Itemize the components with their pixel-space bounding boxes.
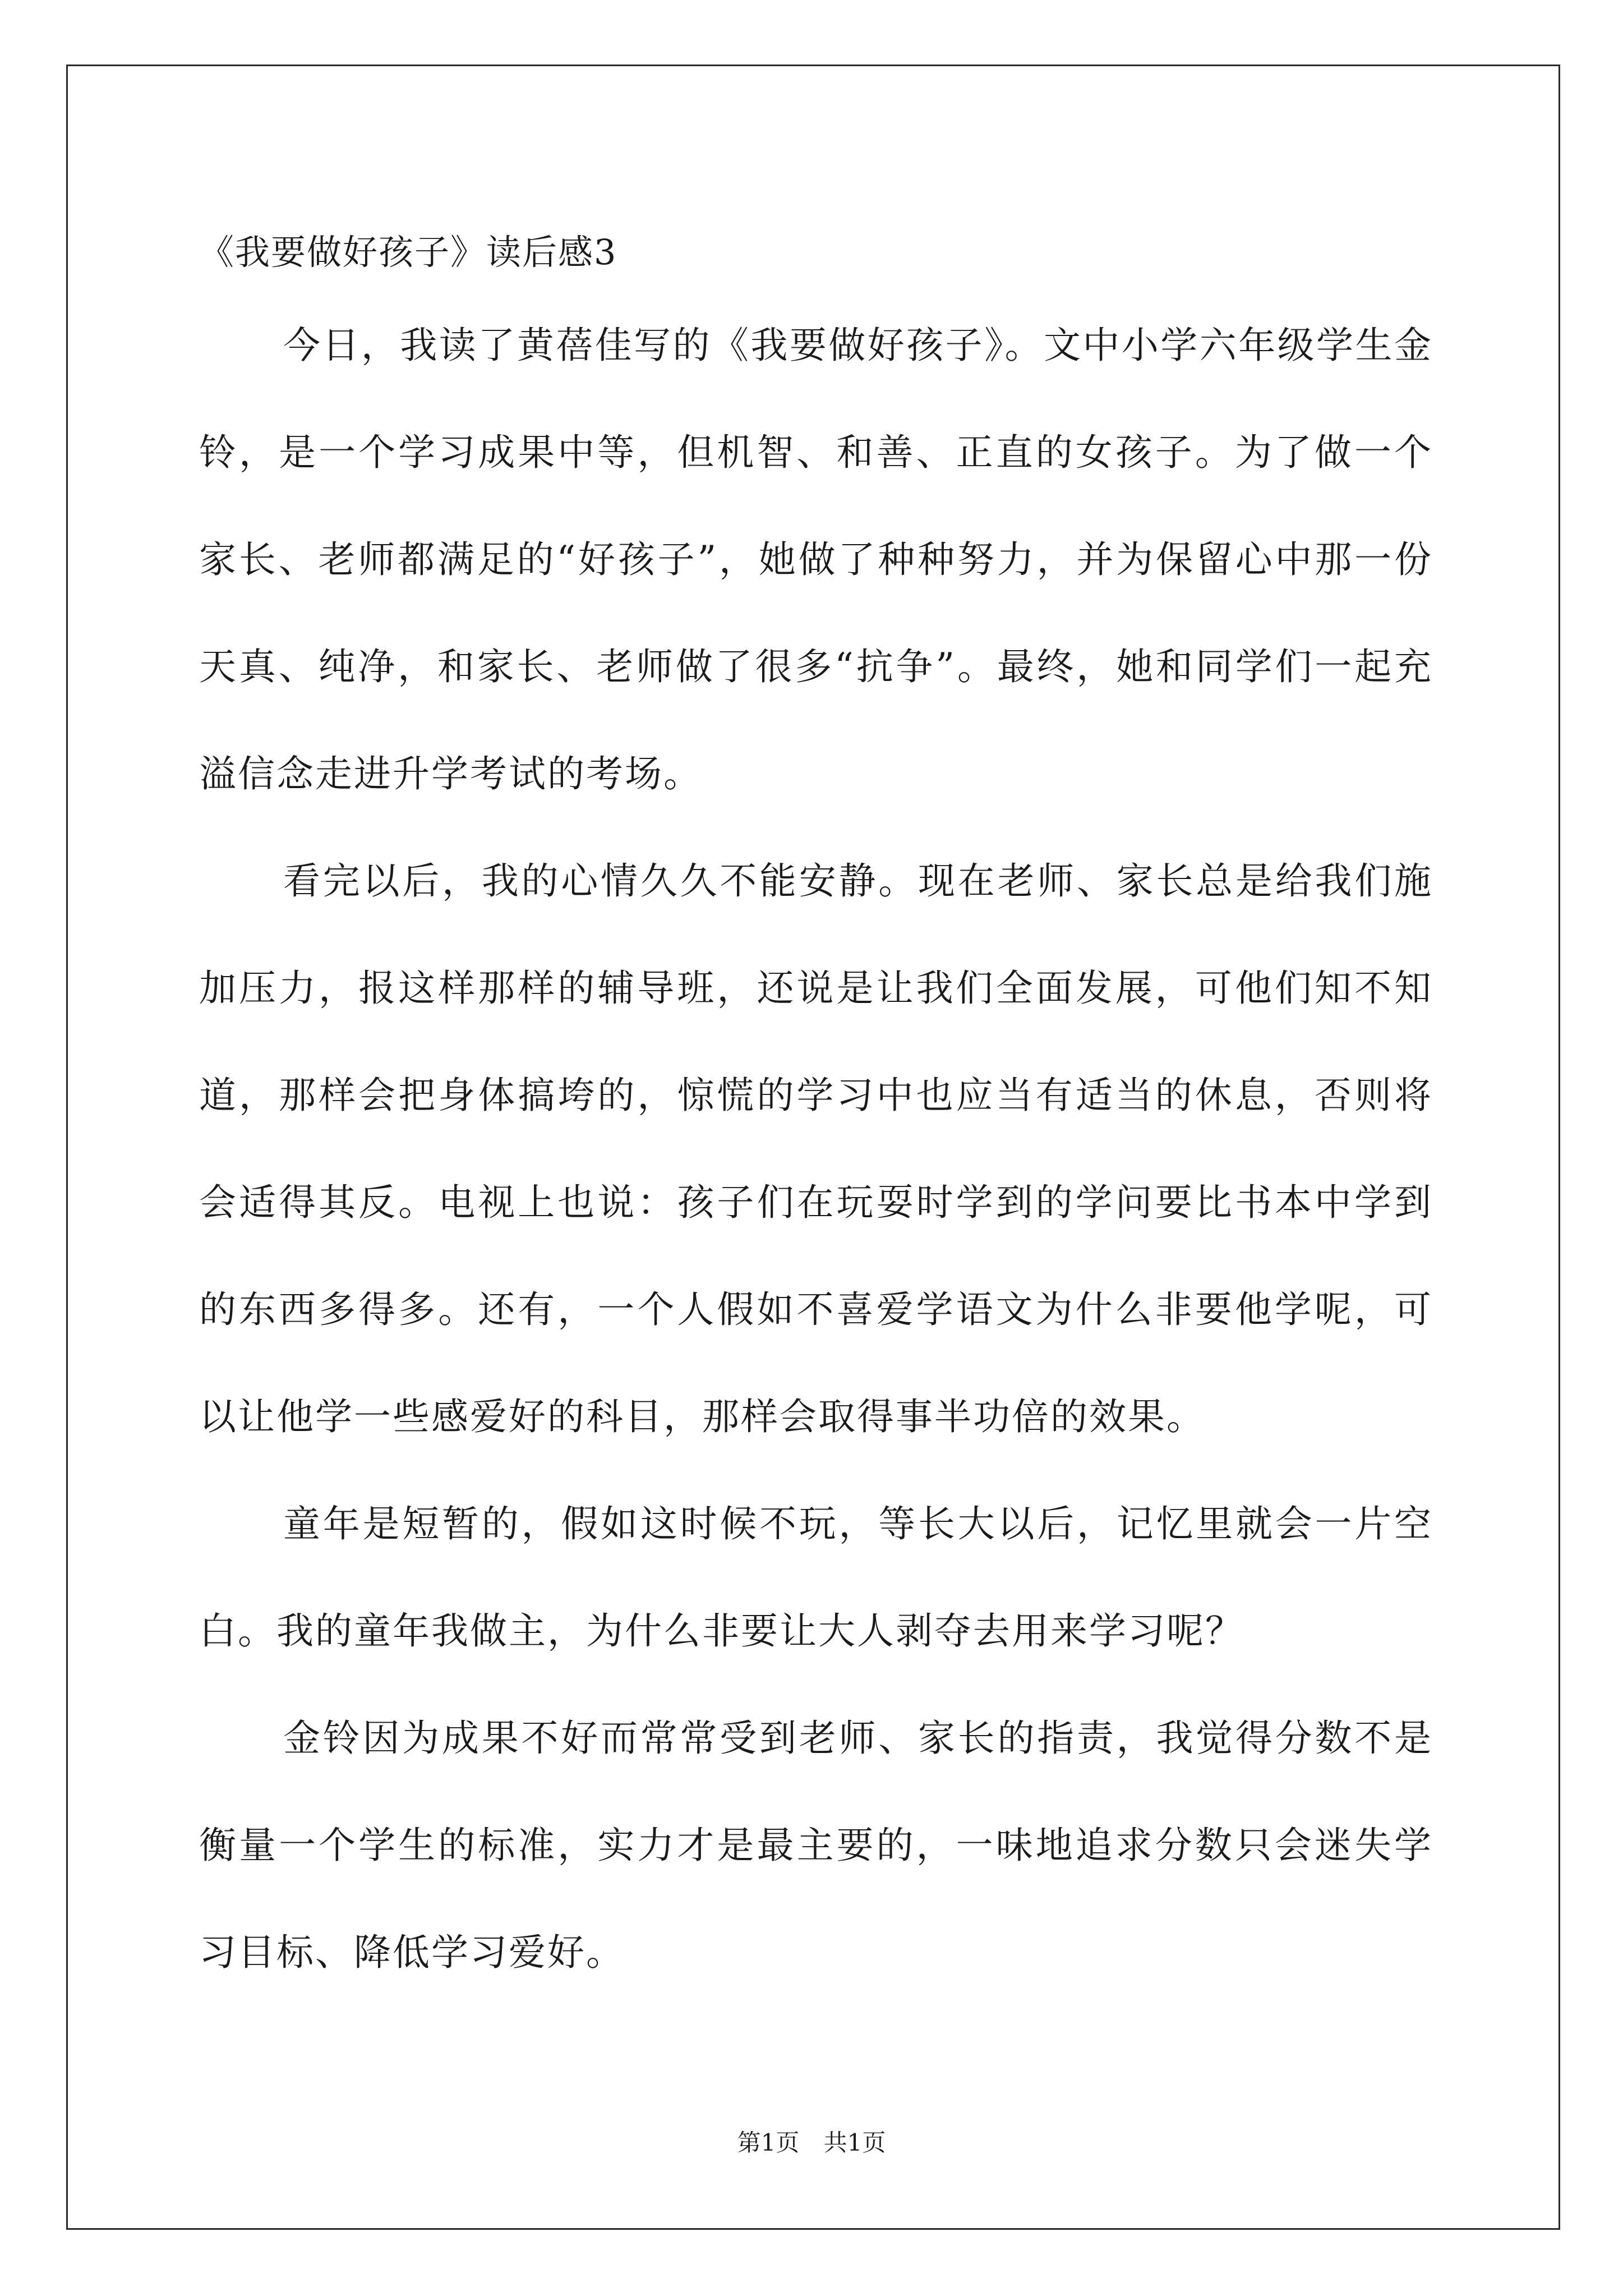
paragraph: 金铃因为成果不好而常常受到老师、家长的指责，我觉得分数不是衡量一个学生的标准，实力才是最主要的，一味地追求分数只会迷失学习目标、降低学习爱好。 [199,1717,1433,1974]
document-title: 《我要做好孩子》读后感3 [199,232,617,273]
paragraph: 看完以后，我的心情久久不能安静。现在老师、家长总是给我们施加压力，报这样那样的辅导班，还说是让我们全面发展，可他们知不知道，那样会把身体搞垮的，惊慌的学习中也应当有适当的休息，否则将会适得其反。电视上也说：孩子们在玩耍时学到的学问要比书本中学到的东西多得多。还有，一个人假如不喜爱学语文为什么非要他学呢，可以让他学一些感爱好的科目，那样会取得事半功倍的效果。 [199,859,1433,1438]
page-footer: 第1页 共1页 [737,2129,886,2156]
paragraph: 今日，我读了黄蓓佳写的《我要做好孩子》。文中小学六年级学生金铃，是一个学习成果中等，但机智、和善、正直的女孩子。为了做一个家长、老师都满足的“好孩子”，她做了种种努力，并为保留心中那一份天真、纯净，和家长、老师做了很多“抗争”。最终，她和同学们一起充溢信念走进升学考试的考场。 [199,324,1433,795]
paragraph: 童年是短暂的，假如这时候不玩，等长大以后，记忆里就会一片空白。我的童年我做主，为什么非要让大人剥夺去用来学习呢？ [199,1502,1433,1653]
document-body [199,292,1433,2006]
